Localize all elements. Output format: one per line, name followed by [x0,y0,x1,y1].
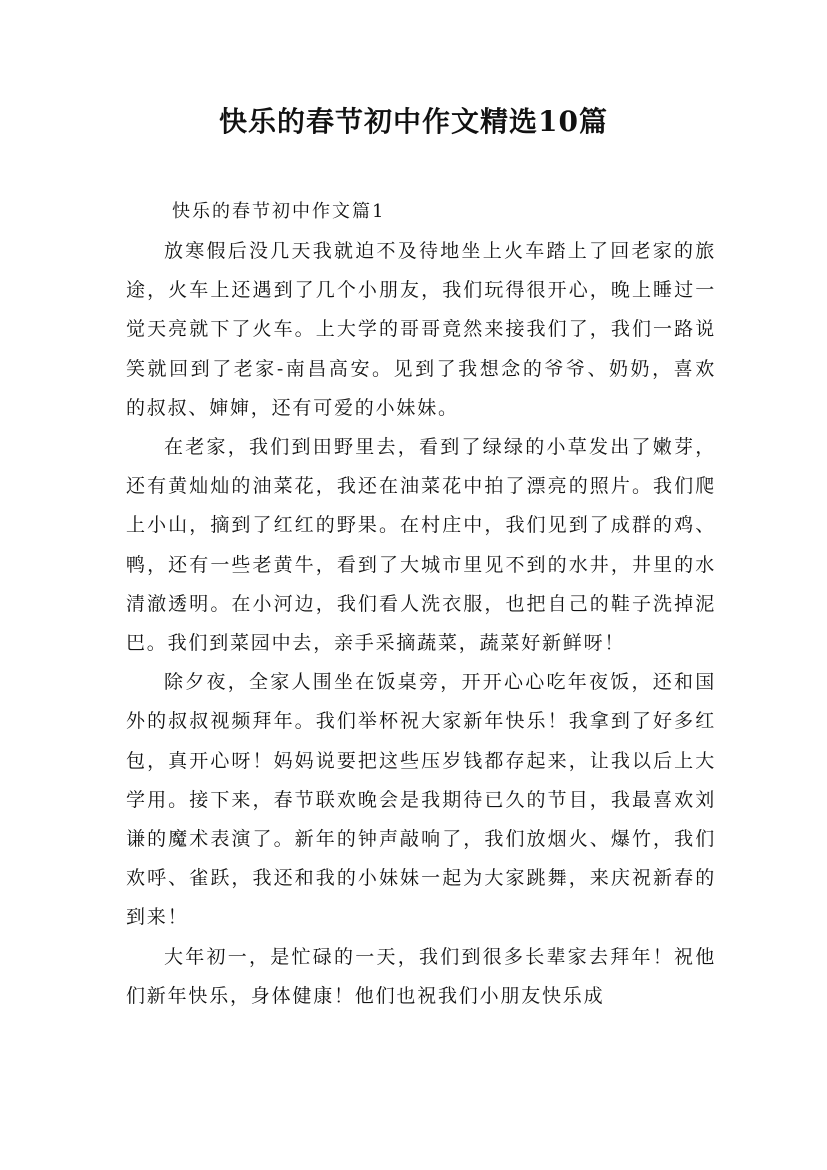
paragraph: 放寒假后没几天我就迫不及待地坐上火车踏上了回老家的旅途，火车上还遇到了几个小朋友，我们玩得很开心，晚上睡过一觉天亮就下了火车。上大学的哥哥竟然来接我们了，我们一路说笑就回到了老家-南昌高安。见到了我想念的爷爷、奶奶，喜欢的叔叔、婶婶，还有可爱的小妹妹。 [126,240,716,419]
section-heading: 快乐的春节初中作文篇1 [172,201,386,222]
document-body [126,232,716,1016]
paragraph: 大年初一，是忙碌的一天，我们到很多长辈家去拜年！祝他们新年快乐，身体健康！他们也祝我们小朋友快乐成 [126,945,716,1007]
document-title: 快乐的春节初中作文精选10篇 [219,105,608,138]
paragraph: 在老家，我们到田野里去，看到了绿绿的小草发出了嫩芽，还有黄灿灿的油菜花，我还在油菜花中拍了漂亮的照片。我们爬上小山，摘到了红红的野果。在村庄中，我们见到了成群的鸡、鸭，还有一些老黄牛，看到了大城市里见不到的水井，井里的水清澈透明。在小河边，我们看人洗衣服，也把自己的鞋子洗掉泥巴。我们到菜园中去，亲手采摘蔬菜，蔬菜好新鲜呀！ [126,436,716,655]
paragraph: 除夕夜，全家人围坐在饭桌旁，开开心心吃年夜饭，还和国外的叔叔视频拜年。我们举杯祝大家新年快乐！我拿到了好多红包，真开心呀！妈妈说要把这些压岁钱都存起来，让我以后上大学用。接下来，春节联欢晚会是我期待已久的节目，我最喜欢刘谦的魔术表演了。新年的钟声敲响了，我们放烟火、爆竹，我们欢呼、雀跃，我还和我的小妹妹一起为大家跳舞，来庆祝新春的到来！ [126,671,716,929]
